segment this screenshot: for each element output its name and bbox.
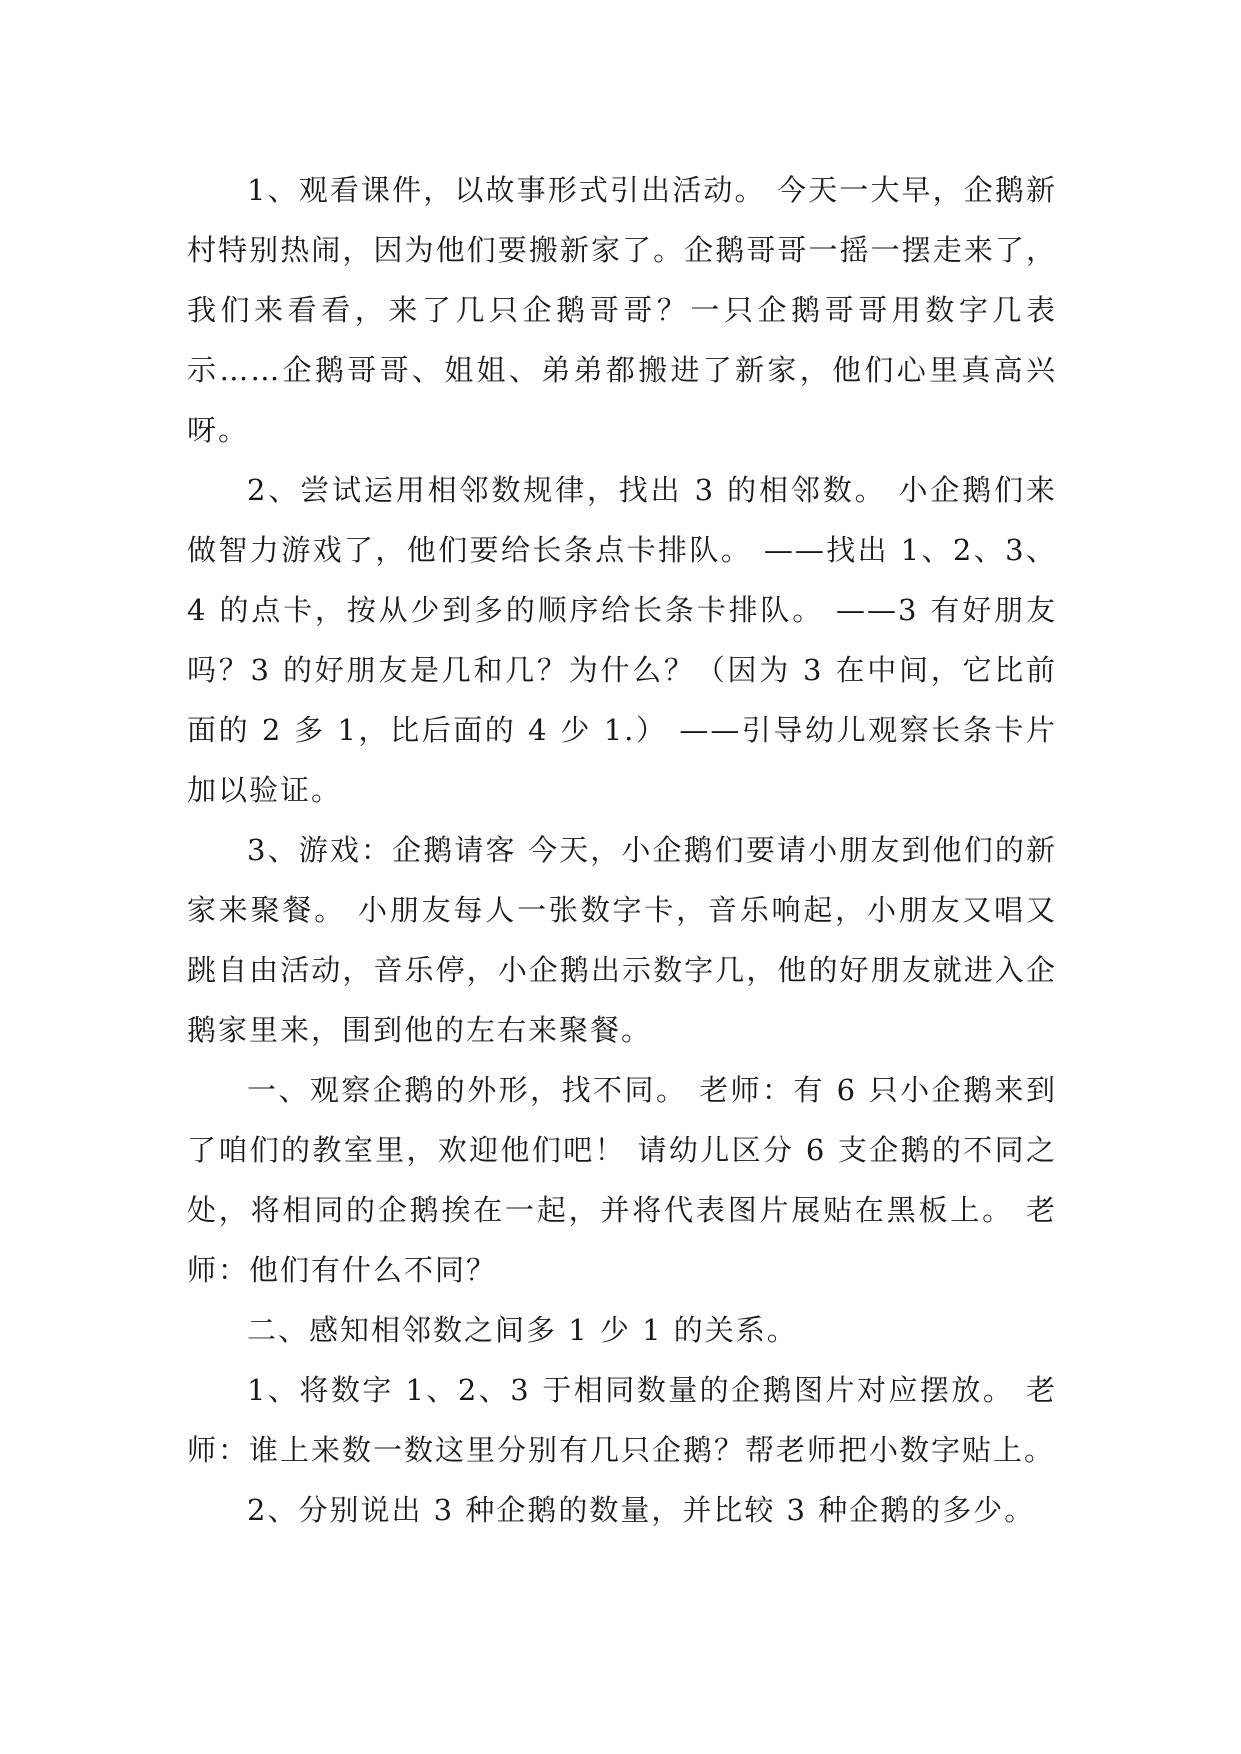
paragraph-4: 一、观察企鹅的外形，找不同。 老师：有 6 只小企鹅来到了咱们的教室里，欢迎他们吧！ 请幼儿区分 6 支企鹅的不同之处，将相同的企鹅挨在一起，并将代表图片展贴在黑板上。 老师：他们有什么不同？ <box>187 1073 1057 1287</box>
paragraph-7: 2、分别说出 3 种企鹅的数量，并比较 3 种企鹅的多少。 <box>247 1493 1036 1527</box>
paragraph-5: 二、感知相邻数之间多 1 少 1 的关系。 <box>247 1313 798 1347</box>
document-body <box>187 160 1057 1540</box>
paragraph-3: 3、游戏：企鹅请客 今天，小企鹅们要请小朋友到他们的新家来聚餐。 小朋友每人一张数字卡，音乐响起，小朋友又唱又跳自由活动，音乐停，小企鹅出示数字几，他的好朋友就进入企鹅家里来，围到他的左右来聚餐。 <box>187 833 1057 1047</box>
paragraph-6: 1、将数字 1、2、3 于相同数量的企鹅图片对应摆放。 老师：谁上来数一数这里分别有几只企鹅？帮老师把小数字贴上。 <box>187 1373 1057 1467</box>
paragraph-2: 2、尝试运用相邻数规律，找出 3 的相邻数。 小企鹅们来做智力游戏了，他们要给长条点卡排队。 ——找出 1、2、3、4 的点卡，按从少到多的顺序给长条卡排队。 ——3 有好朋友吗？3 的好朋友是几和几？为什么？（因为 3 在中间，它比前面的 2 多 1，比后面的 4 少 1.） ——引导幼儿观察长条卡片加以验证。 <box>187 473 1057 807</box>
paragraph-1: 1、观看课件，以故事形式引出活动。 今天一大早，企鹅新村特别热闹，因为他们要搬新家了。企鹅哥哥一摇一摆走来了，我们来看看，来了几只企鹅哥哥？一只企鹅哥哥用数字几表示……企鹅哥哥、姐姐、弟弟都搬进了新家，他们心里真高兴呀。 <box>187 173 1057 447</box>
